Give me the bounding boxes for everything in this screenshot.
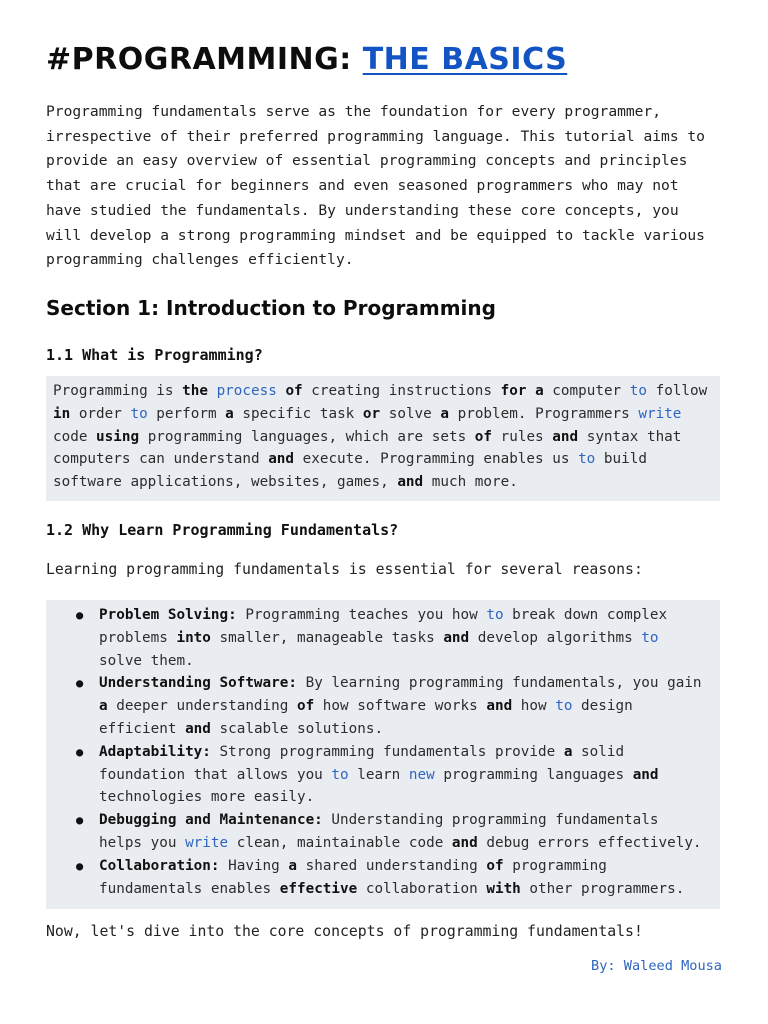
title-prefix: #PROGRAMMING: — [46, 42, 363, 77]
bold-keyword: and — [486, 698, 513, 715]
bold-keyword: of — [285, 383, 303, 399]
bold-keyword: and — [552, 428, 579, 445]
reasons-list — [76, 604, 706, 900]
bold-keyword: a — [225, 405, 234, 422]
bold-keyword: or — [362, 405, 381, 422]
reason-term: Problem Solving: — [99, 607, 237, 623]
reason-term: Understanding Software: — [99, 675, 297, 692]
blue-keyword: to — [331, 766, 349, 783]
bold-keyword: a — [535, 383, 544, 399]
bold-keyword: and — [185, 720, 211, 737]
reason-term: Adaptability: — [99, 743, 211, 760]
bold-keyword: and — [397, 474, 424, 491]
author-byline: By: Waleed Mousa — [591, 958, 722, 974]
subsection-1-2-heading: 1.2 Why Learn Programming Fundamentals? — [46, 521, 399, 539]
bold-keyword: a — [563, 743, 573, 760]
bold-keyword: a — [440, 405, 449, 422]
what-is-programming-box — [46, 376, 720, 501]
section-1-heading: Section 1: Introduction to Programming — [46, 296, 496, 320]
bold-keyword: and — [443, 629, 470, 646]
blue-keyword: write — [185, 834, 229, 851]
reason-text: Understanding programming fundamentals helps you write clean, maintainable code and debug errors effectively. — [99, 812, 702, 851]
reason-item — [76, 672, 706, 740]
subsection-1-1-heading: 1.1 What is Programming? — [46, 346, 263, 364]
blue-keyword: to — [486, 607, 504, 623]
reason-term: Debugging and Maintenance: — [99, 812, 323, 829]
bold-keyword: for — [500, 383, 527, 399]
reason-text: By learning programming fundamentals, you gain a deeper understanding of how software works and how to design efficient and scalable solutions. — [99, 675, 702, 737]
reason-text: Having a shared understanding of programming fundamentals enables effective collaboration with other programmers. — [99, 857, 685, 897]
blue-keyword: new — [408, 766, 435, 783]
bold-keyword: using — [96, 428, 140, 445]
bold-keyword: effective — [279, 880, 358, 897]
bold-keyword: of — [486, 857, 504, 874]
reasons-lead-text: Learning programming fundamentals is essential for several reasons: — [46, 561, 643, 578]
blue-keyword: to — [130, 405, 148, 422]
bold-keyword: of — [474, 428, 493, 445]
bold-keyword: and — [268, 451, 295, 468]
reason-item — [76, 809, 706, 855]
blue-keyword: to — [555, 698, 573, 715]
page-title — [46, 42, 567, 77]
what-is-programming-text: Programming is the process of creating instructions for a computer to follow in order to perform a specific task or solve a problem. Programmers write code using programming languages, which are sets of rules and syntax that computers can understand and execute. Programming enables us to build software applications, websites, games, and much more. — [53, 383, 708, 491]
bold-keyword: the — [182, 383, 208, 399]
blue-keyword: write — [638, 405, 682, 422]
bold-keyword: a — [288, 857, 297, 874]
blue-keyword: to — [641, 629, 659, 646]
intro-paragraph: Programming fundamentals serve as the foundation for every programmer, irrespective of their preferred programming language. This tutorial aims to provide an easy overview of essential programming concepts and principles that are crucial for beginners and even seasoned programmers who may not have studied the fundamentals. By understanding these core concepts, you will develop a strong programming mindset and be equipped to tackle various programming challenges efficiently. — [46, 103, 705, 269]
bold-keyword: and — [632, 766, 659, 783]
reason-text: Programming teaches you how to break down complex problems into smaller, manageable tasks and develop algorithms to solve them. — [99, 607, 668, 669]
reason-term: Collaboration: — [99, 857, 220, 874]
reason-item — [76, 604, 706, 672]
blue-keyword: to — [578, 451, 596, 468]
bold-keyword: and — [451, 834, 478, 851]
reason-text: Strong programming fundamentals provide a solid foundation that allows you to learn new programming languages and technologies more easily. — [99, 743, 659, 806]
title-accent-link[interactable]: THE BASICS — [362, 42, 568, 77]
bold-keyword: of — [296, 698, 315, 715]
outro-text: Now, let's dive into the core concepts of programming fundamentals! — [46, 923, 643, 940]
bold-keyword: a — [99, 698, 108, 715]
blue-keyword: to — [629, 383, 647, 399]
reason-item — [76, 855, 706, 901]
reason-item — [76, 741, 706, 809]
blue-keyword: process — [216, 383, 277, 399]
reasons-box — [46, 600, 720, 909]
bold-keyword: in — [53, 405, 71, 422]
bold-keyword: into — [176, 629, 211, 646]
bold-keyword: with — [486, 880, 521, 897]
